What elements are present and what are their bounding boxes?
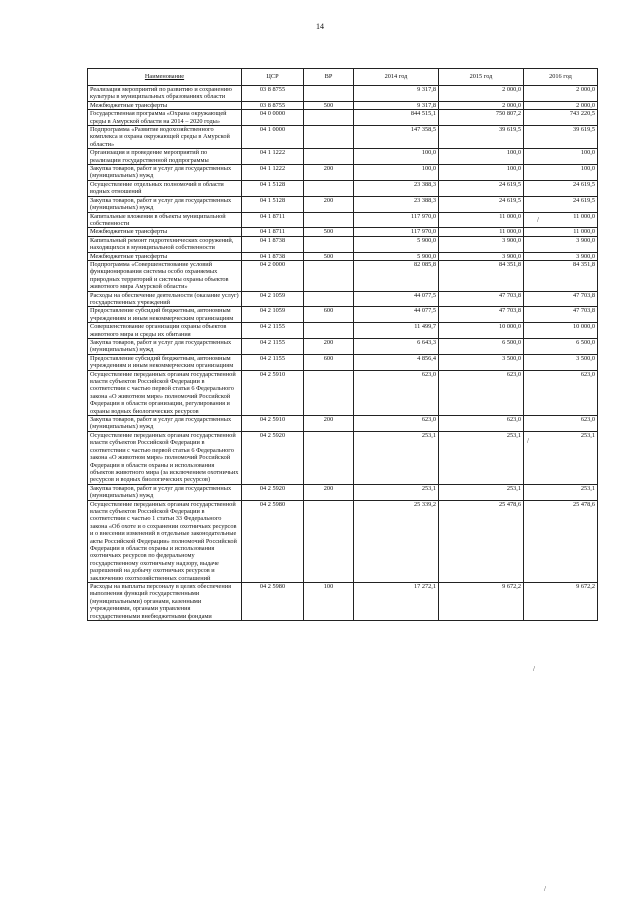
table-row [88, 196, 598, 212]
value-2014-cell: 5 900,0 [354, 236, 439, 252]
vr-cell [304, 431, 354, 484]
name-cell: Закупка товаров, работ и услуг для государственных (муниципальных) нужд [88, 416, 242, 432]
value-2015-cell: 623,0 [439, 370, 524, 415]
table-row [88, 484, 598, 500]
csr-cell: 04 1 8711 [242, 228, 304, 236]
value-2015-cell: 623,0 [439, 416, 524, 432]
csr-cell: 04 1 5128 [242, 196, 304, 212]
value-2014-cell: 100,0 [354, 149, 439, 165]
value-2015-cell: 47 703,8 [439, 291, 524, 307]
name-cell: Межбюджетные трансферты [88, 252, 242, 260]
value-2016-cell: 253,1 [524, 431, 598, 484]
value-2016-cell: 2 000,0 [524, 86, 598, 102]
value-2016-cell: 10 000,0 [524, 323, 598, 339]
value-2014-cell: 82 085,8 [354, 260, 439, 291]
header-name: Наименование [88, 69, 242, 86]
table-row [88, 252, 598, 260]
csr-cell: 04 1 1222 [242, 165, 304, 181]
value-2014-cell: 844 515,1 [354, 110, 439, 126]
vr-cell: 500 [304, 252, 354, 260]
name-cell: Подпрограмма «Совершенствование условий функционирования системы особо охраняемых природных территорий и системы охраны объектов животного мира Амурской области» [88, 260, 242, 291]
header-2016: 2016 год [524, 69, 598, 86]
value-2015-cell: 25 478,6 [439, 500, 524, 582]
value-2015-cell: 2 000,0 [439, 101, 524, 109]
table-row [88, 370, 598, 415]
value-2016-cell: 39 619,5 [524, 126, 598, 149]
table-row [88, 149, 598, 165]
vr-cell: 200 [304, 416, 354, 432]
name-cell: Закупка товаров, работ и услуг для государственных (муниципальных) нужд [88, 339, 242, 355]
vr-cell: 500 [304, 228, 354, 236]
value-2016-cell: 3 900,0 [524, 252, 598, 260]
value-2014-cell: 623,0 [354, 370, 439, 415]
value-2014-cell: 23 388,3 [354, 196, 439, 212]
name-cell: Расходы на выплаты персоналу в целях обеспечения выполнения функций государственными (муниципальными) органами, казенными учреждениями, органами управления государственными внебюджетными фондами [88, 583, 242, 621]
name-cell: Совершенствование организации охраны объектов животного мира и среды их обитания [88, 323, 242, 339]
value-2016-cell: 24 619,5 [524, 180, 598, 196]
handwritten-tick: / [533, 665, 535, 673]
value-2015-cell: 47 703,8 [439, 307, 524, 323]
csr-cell: 03 8 8755 [242, 101, 304, 109]
table-row [88, 354, 598, 370]
vr-cell: 200 [304, 339, 354, 355]
name-cell: Предоставление субсидий бюджетным, автономным учреждениям и иным некоммерческим организациям [88, 354, 242, 370]
vr-cell: 100 [304, 583, 354, 621]
value-2014-cell: 23 388,3 [354, 180, 439, 196]
value-2016-cell: 84 351,8 [524, 260, 598, 291]
table-row [88, 260, 598, 291]
value-2015-cell: 3 500,0 [439, 354, 524, 370]
value-2015-cell: 11 000,0 [439, 228, 524, 236]
value-2015-cell: 253,1 [439, 484, 524, 500]
value-2016-cell: 623,0 [524, 416, 598, 432]
name-cell: Подпрограмма «Развитие водохозяйственного комплекса и охрана окружающей среды в Амурской области» [88, 126, 242, 149]
value-2014-cell: 44 077,5 [354, 291, 439, 307]
name-cell: Государственная программа «Охрана окружающей среды в Амурской области на 2014 – 2020 годы» [88, 110, 242, 126]
handwritten-tick: / [537, 216, 539, 224]
vr-cell [304, 126, 354, 149]
name-cell: Предоставление субсидий бюджетным, автономным учреждениям и иным некоммерческим организациям [88, 307, 242, 323]
table-header-row [88, 69, 598, 86]
csr-cell: 04 1 8738 [242, 236, 304, 252]
table-row [88, 180, 598, 196]
vr-cell: 200 [304, 196, 354, 212]
name-cell: Осуществление переданных органам государственной власти субъектов Российской Федерации в соответствии с частью 1 статьи 33 Федерального закона «Об охоте и о сохранении охотничьих ресурсов и о внесении изменений в отдельные законодательные акты Российской Федерации» полномочий Российской Федерации в области охраны и использования охотничьих ресурсов по федеральному государственному охотничьему надзору, выдаче разрешений на добычу охотничьих ресурсов и заключению охотхозяйственных соглашений [88, 500, 242, 582]
value-2015-cell: 9 672,2 [439, 583, 524, 621]
vr-cell [304, 291, 354, 307]
name-cell: Организация и проведение мероприятий по реализации государственной подпрограммы [88, 149, 242, 165]
csr-cell: 04 2 5980 [242, 583, 304, 621]
csr-cell: 04 2 5980 [242, 500, 304, 582]
value-2016-cell: 743 220,5 [524, 110, 598, 126]
csr-cell: 04 1 1222 [242, 149, 304, 165]
table-row [88, 236, 598, 252]
value-2015-cell: 24 619,5 [439, 180, 524, 196]
csr-cell: 04 1 0000 [242, 126, 304, 149]
vr-cell [304, 86, 354, 102]
vr-cell: 200 [304, 165, 354, 181]
value-2015-cell: 10 000,0 [439, 323, 524, 339]
vr-cell [304, 323, 354, 339]
csr-cell: 04 2 5910 [242, 370, 304, 415]
value-2014-cell: 623,0 [354, 416, 439, 432]
csr-cell: 03 8 8755 [242, 86, 304, 102]
vr-cell: 200 [304, 484, 354, 500]
value-2014-cell: 11 499,7 [354, 323, 439, 339]
table-row [88, 165, 598, 181]
table-row [88, 126, 598, 149]
name-cell: Реализация мероприятий по развитию и сохранению культуры в муниципальных образованиях области [88, 86, 242, 102]
vr-cell [304, 212, 354, 228]
handwritten-tick: / [527, 437, 529, 445]
value-2014-cell: 117 970,0 [354, 228, 439, 236]
name-cell: Осуществление переданных органам государственной власти субъектов Российской Федерации в соответствии с частью первой статьи 6 Федерального закона «О животном мире» полномочий Российской Федерации в области охраны и использования объектов животного мира (за исключением охотничьих ресурсов и водных биологических ресурсов) [88, 431, 242, 484]
value-2016-cell: 2 000,0 [524, 101, 598, 109]
name-cell: Осуществление переданных органам государственной власти субъектов Российской Федерации в соответствии с частью первой статьи 6 Федерального закона «О животном мире» полномочий Российской Федерации в области организации, регулирования и охраны водных биологических ресурсов [88, 370, 242, 415]
vr-cell [304, 370, 354, 415]
table-row [88, 307, 598, 323]
value-2015-cell: 100,0 [439, 165, 524, 181]
value-2014-cell: 253,1 [354, 484, 439, 500]
vr-cell [304, 500, 354, 582]
value-2014-cell: 100,0 [354, 165, 439, 181]
value-2014-cell: 25 339,2 [354, 500, 439, 582]
value-2014-cell: 147 358,5 [354, 126, 439, 149]
value-2015-cell: 2 000,0 [439, 86, 524, 102]
value-2016-cell: 6 500,0 [524, 339, 598, 355]
vr-cell [304, 180, 354, 196]
value-2016-cell: 100,0 [524, 165, 598, 181]
table-row [88, 110, 598, 126]
value-2016-cell: 11 000,0 [524, 228, 598, 236]
handwritten-tick: / [544, 885, 546, 893]
name-cell: Закупка товаров, работ и услуг для государственных (муниципальных) нужд [88, 196, 242, 212]
name-cell: Закупка товаров, работ и услуг для государственных (муниципальных) нужд [88, 484, 242, 500]
table-body [88, 86, 598, 621]
value-2015-cell: 100,0 [439, 149, 524, 165]
csr-cell: 04 2 5920 [242, 484, 304, 500]
value-2016-cell: 100,0 [524, 149, 598, 165]
value-2014-cell: 117 970,0 [354, 212, 439, 228]
header-2015: 2015 год [439, 69, 524, 86]
value-2014-cell: 44 077,5 [354, 307, 439, 323]
table-row [88, 228, 598, 236]
vr-cell [304, 149, 354, 165]
csr-cell: 04 1 5128 [242, 180, 304, 196]
value-2014-cell: 253,1 [354, 431, 439, 484]
table-row [88, 431, 598, 484]
value-2016-cell: 253,1 [524, 484, 598, 500]
header-2014: 2014 год [354, 69, 439, 86]
value-2016-cell: 9 672,2 [524, 583, 598, 621]
vr-cell [304, 110, 354, 126]
name-cell: Расходы на обеспечение деятельности (оказание услуг) государственных учреждений [88, 291, 242, 307]
value-2016-cell: 3 500,0 [524, 354, 598, 370]
vr-cell: 600 [304, 354, 354, 370]
value-2015-cell: 84 351,8 [439, 260, 524, 291]
table-row [88, 500, 598, 582]
name-cell: Межбюджетные трансферты [88, 228, 242, 236]
value-2014-cell: 17 272,1 [354, 583, 439, 621]
value-2016-cell: 3 900,0 [524, 236, 598, 252]
value-2016-cell: 623,0 [524, 370, 598, 415]
vr-cell: 500 [304, 101, 354, 109]
table-row [88, 291, 598, 307]
value-2016-cell: 25 478,6 [524, 500, 598, 582]
value-2014-cell: 6 643,3 [354, 339, 439, 355]
csr-cell: 04 2 0000 [242, 260, 304, 291]
value-2016-cell: 47 703,8 [524, 307, 598, 323]
name-cell: Межбюджетные трансферты [88, 101, 242, 109]
csr-cell: 04 1 8711 [242, 212, 304, 228]
value-2015-cell: 750 807,2 [439, 110, 524, 126]
value-2014-cell: 9 317,8 [354, 101, 439, 109]
value-2014-cell: 4 856,4 [354, 354, 439, 370]
table-row [88, 583, 598, 621]
csr-cell: 04 0 0000 [242, 110, 304, 126]
name-cell: Капитальный ремонт гидротехнических сооружений, находящихся в муниципальной собственности [88, 236, 242, 252]
table-row [88, 212, 598, 228]
table-row [88, 86, 598, 102]
name-cell: Осуществление отдельных полномочий в области водных отношений [88, 180, 242, 196]
csr-cell: 04 2 1155 [242, 339, 304, 355]
csr-cell: 04 2 1155 [242, 323, 304, 339]
value-2016-cell: 24 619,5 [524, 196, 598, 212]
value-2014-cell: 9 317,8 [354, 86, 439, 102]
table-row [88, 323, 598, 339]
value-2015-cell: 24 619,5 [439, 196, 524, 212]
csr-cell: 04 2 1155 [242, 354, 304, 370]
vr-cell [304, 260, 354, 291]
value-2015-cell: 39 619,5 [439, 126, 524, 149]
value-2015-cell: 3 900,0 [439, 252, 524, 260]
table-row [88, 416, 598, 432]
value-2016-cell: 47 703,8 [524, 291, 598, 307]
vr-cell [304, 236, 354, 252]
header-vr: ВР [304, 69, 354, 86]
value-2015-cell: 11 000,0 [439, 212, 524, 228]
page-number: 14 [316, 22, 324, 31]
name-cell: Капитальные вложения в объекты муниципальной собственности [88, 212, 242, 228]
budget-table [87, 68, 598, 621]
name-cell: Закупка товаров, работ и услуг для государственных (муниципальных) нужд [88, 165, 242, 181]
value-2014-cell: 5 900,0 [354, 252, 439, 260]
csr-cell: 04 1 8738 [242, 252, 304, 260]
value-2016-cell: 11 000,0 [524, 212, 598, 228]
csr-cell: 04 2 1059 [242, 307, 304, 323]
vr-cell: 600 [304, 307, 354, 323]
value-2015-cell: 3 900,0 [439, 236, 524, 252]
csr-cell: 04 2 1059 [242, 291, 304, 307]
value-2015-cell: 6 500,0 [439, 339, 524, 355]
csr-cell: 04 2 5920 [242, 431, 304, 484]
header-csr: ЦСР [242, 69, 304, 86]
csr-cell: 04 2 5910 [242, 416, 304, 432]
table-row [88, 101, 598, 109]
table-row [88, 339, 598, 355]
value-2015-cell: 253,1 [439, 431, 524, 484]
